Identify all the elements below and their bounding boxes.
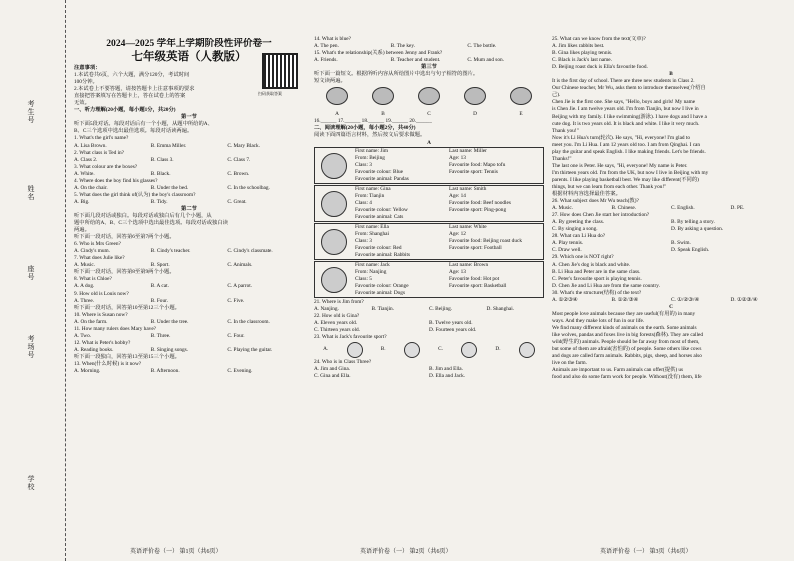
student-avatar xyxy=(321,229,347,255)
question: 2. What class is Ted in? A. Class 2. B. Class 3. C. Class 7. xyxy=(74,149,251,163)
instruction: 听下面5段对话。每段对话后有一个小题，从题中所给的A、 xyxy=(74,121,213,128)
passage-line: Chen Jie is the first one. She says, "Hello, boys and girls! My name xyxy=(552,99,696,106)
animal-image xyxy=(464,87,486,105)
option: C. Black is Jack's last name. xyxy=(552,57,612,64)
question: 21. Where is Jim from? A. Nanjing. B. Tianjin. C. Beijing. D. Shanghai. xyxy=(314,298,515,312)
page-footer: 英语评价卷（一） 第2页（共6页） xyxy=(360,549,452,555)
instruction: 听下面一段独白，回答第13至第15三个小题。 xyxy=(74,353,180,360)
animal-image xyxy=(418,87,440,105)
passage-label: C xyxy=(669,303,673,310)
passage-line: parents. I like playing basketball best. We may like different(不同的) xyxy=(552,176,699,183)
question: 1. What's the girl's name? A. Lisa Brown. B. Emma Miller. C. Mary Black. xyxy=(74,135,261,149)
question: 30. What's the structure(结构) of the text? A. ①②③④ B. ①②/③④ C. ①/②③/④ D. ①②③/④ xyxy=(552,289,758,303)
passage-line: 己). xyxy=(552,92,561,99)
question: 4. Where does the boy find his glasses? A. On the chair. B. Under the bed. C. In the schoolbag. xyxy=(74,177,270,191)
animal-image xyxy=(326,87,348,105)
passage-line: play the guitar and speak English. I like making friends. Let's be friends. xyxy=(552,148,706,155)
question: 10. Where is Susan now? A. On the farm. B. Under the tree. C. In the classroom. xyxy=(74,311,270,325)
passage-line: It is the first day of school. There are three new students in Class 2. xyxy=(552,78,695,85)
passage-line: 根据材料内容选择最佳答案。 xyxy=(552,191,621,198)
animal-image xyxy=(510,87,532,105)
student-avatar xyxy=(321,267,347,293)
question: 26. What subject does Mr Wu teach(教)? A. Music. B. Chinese. C. English. D. PE. xyxy=(552,198,745,212)
question: 13. When(什么时候) is it now? A. Morning. B. Afternoon. C. Evening. xyxy=(74,360,253,375)
passage-line: wild(野生的) animals. People should be far away from most of them, xyxy=(552,339,700,346)
note-line: 2.本试卷上不要答题，请按答题卡上注意事项的要求 xyxy=(74,86,195,93)
passage-line: food and also do some farm work for people. Without(没有) them, life xyxy=(552,374,702,381)
passage-line: Most people love animals because they are useful(有用的) in many xyxy=(552,310,696,317)
question: 15. What's the relationship(关系) between Jenny and Frank? A. Friends. B. Teacher and student. C. Mum and son. xyxy=(314,50,504,64)
question: 27. How does Chen Jie start her introduction? A. By greeting the class. B. By telling a story. C. By singing a song. D. By asking a question. xyxy=(552,212,724,233)
passage-line: Our Chinese teacher, Mr Wu, asks them to introduce themselves(介绍自 xyxy=(552,85,706,92)
passage-line: Thanks!" xyxy=(552,155,572,162)
passage-line: I'm thirteen years old. I'm from the UK, but now I live in Beijing with my xyxy=(552,169,709,176)
page-footer: 英语评价卷（一） 第1页（共6页） xyxy=(130,549,222,555)
option: B. Li Hua and Peter are in the same class. xyxy=(552,268,641,275)
question: 9. How old is Louis now? A. Three. B. Four. C. Five. xyxy=(74,290,245,304)
option: D. Chen Jie and Li Hua are from the same country. xyxy=(552,282,660,289)
gutter-label: 考场号 xyxy=(27,335,35,359)
section-heading: 第二节 xyxy=(181,205,197,212)
instruction: 听下面一段对话，回答第6至第7两个小题。 xyxy=(74,234,175,241)
passage-line: Beijing with my family. I like swimming(游泳). I have dogs and I have a xyxy=(552,113,707,120)
instruction: 听下面一段对话，回答第10至第12三个小题。 xyxy=(74,304,180,311)
section-heading: 第三节 xyxy=(421,64,437,71)
question: 23. What is Jack's favourite sport? xyxy=(314,333,387,340)
passage-line: live on the farm. xyxy=(552,360,588,367)
passage-line: We find many different kinds of animals on the earth. Some animals xyxy=(552,324,697,331)
question: 5. What does the girl think of(认为) the boy's classroom? A. Big. B. Tidy. C. Great. xyxy=(74,191,247,205)
tennis-icon xyxy=(519,342,535,358)
answer-blanks: 16.______ 17.______ 18.______ 19.______ 20.______ xyxy=(314,118,432,125)
instruction: 听下面几段对话或独白。每段对话或独白后有几个小题，从 xyxy=(74,212,212,219)
page-3-column xyxy=(552,36,790,381)
exam-title: 2024—2025 学年上学期阶段性评价卷一 xyxy=(106,38,272,49)
passage-line: things, but we can learn from each other. Thank you!" xyxy=(552,183,667,190)
passage-label: A xyxy=(427,139,431,146)
passage-line: meet you. I'm Li Hua. I am 12 years old too. I am from Qinghai. I can xyxy=(552,141,701,148)
picture-labels: A B C D E xyxy=(335,111,523,118)
passage-line: Animals are important to us. Farm animals can offer(提供) us xyxy=(552,367,684,374)
note-line: 1.本试卷共6页，六个大题，满分120分，考试时间 xyxy=(74,72,190,79)
passage-line: Thank you!" xyxy=(552,127,579,134)
question: 8. What is Chloe? A. A dog. B. A cat. C. A parrot. xyxy=(74,276,253,290)
gutter-label: 姓名 xyxy=(27,185,35,201)
student-avatar xyxy=(321,153,347,179)
instruction: 听下面一篇短文。根据所听内容从所给图片中选出与句子相符的图片。 xyxy=(314,71,479,78)
note-line: 直接把答案填写在答题卡上，答在试卷上的答案 xyxy=(74,93,186,100)
student-card: First name: Ella Last name: White From: Shanghai Age: 12 Class: 3 Favourite food: Beijing roast duck Favourite colour: Red Favourite sport: Football Favourite animal: Rabbits xyxy=(314,223,544,260)
question: 29. Which one is NOT right? xyxy=(552,254,614,261)
sport-pictures: A. B. C. D. xyxy=(314,341,544,359)
gutter-label: 座号 xyxy=(27,265,35,281)
passage-line: is Chen Jie. I am twelve years old. I'm from Tianjin, but now I live in xyxy=(552,106,699,113)
page-2-column xyxy=(314,36,544,380)
animal-image xyxy=(372,87,394,105)
question: 3. What colour are the boxes? A. White. B. Black. C. Brown. xyxy=(74,163,250,177)
option: C. Peter's favourite sport is playing tennis. xyxy=(552,275,642,282)
question: 22. How old is Gina? A. Eleven years old. B. Twelve years old. C. Thirteen years old. D. Fourteen years old. xyxy=(314,312,477,333)
student-card: First name: Jack Last name: Brown From: Nanjing Age: 13 Class: 5 Favourite food: Hot pot Favourite colour: Orange Favourite sport: Basketball Favourite animal: Dogs xyxy=(314,261,544,298)
passage-line: cute dog. It is two years old. It is black and white. I like it very much. xyxy=(552,120,700,127)
student-avatar xyxy=(321,191,347,217)
question: 7. What does Julie like? A. Music. B. Sport. C. Animals. xyxy=(74,255,253,269)
instruction: 短文读两遍。 xyxy=(314,78,346,85)
student-card: First name: Jim Last name: Miller From: Beijing Age: 13 Class: 3 Favourite food: Mapo tofu Favourite colour: Blue Favourite sport: Tennis Favourite animal: Pandas xyxy=(314,147,544,184)
instruction: 两遍。 xyxy=(74,227,90,234)
instruction: 听下面一段对话，回答第8至第9两个小题。 xyxy=(74,269,175,276)
part-heading: 一、听力理解(20小题，每小题1分，共20分) xyxy=(74,107,176,114)
question: 24. Who is in Class Three? A. Jim and Gina. B. Jim and Ella. C. Gina and Ella. D. Ella and Jack. xyxy=(314,358,466,379)
gutter-label: 考生号 xyxy=(27,100,35,124)
question: 12. What is Peter's hobby? A. Reading books. B. Singing songs. C. Playing the guitar. xyxy=(74,339,273,353)
note-line: 100分钟。 xyxy=(74,79,98,86)
instruction: 题中所给的A、B、C三个选项中选出最佳选项。每段对话或独白读 xyxy=(74,220,228,227)
animal-pictures xyxy=(314,87,544,109)
instruction: B、C三个选项中选出最佳选项。每段对话读两遍。 xyxy=(74,128,193,135)
qr-caption: 扫码获取答案 xyxy=(258,91,282,96)
passage-line: ways. And they make lots of fun in our life. xyxy=(552,317,645,324)
football-icon xyxy=(404,342,420,358)
option: D. Beijing roast duck is Ella's favourite food. xyxy=(552,64,648,71)
question: 28. What can Li Hua do? A. Play tennis. B. Swim. C. Draw well. D. Speak English. xyxy=(552,233,710,254)
binding-gutter xyxy=(0,0,66,561)
option: B. Gina likes playing tennis. xyxy=(552,50,613,57)
page-footer: 英语评价卷（一） 第3页（共6页） xyxy=(600,549,692,555)
question: 6. Who is Mrs Green? A. Cindy's mum. B. Cindy's teacher. C. Cindy's classmate. xyxy=(74,241,273,255)
student-card: First name: Gina Last name: Smith From: Tianjin Age: 14 Class: 4 Favourite food: Beef noodles Favourite colour: Yellow Favourite sport: Ping-pong Favourite animal: Cats xyxy=(314,185,544,222)
question: 11. How many rulers does Mary have? A. Two. B. Three. C. Four. xyxy=(74,325,245,339)
exam-subtitle: 七年级英语（人教版） xyxy=(131,51,247,63)
passage-line: The last one is Peter. He says, "Hi, everyone! My name is Peter. xyxy=(552,162,688,169)
passage-label: B xyxy=(669,71,673,78)
option: A. Jim likes rabbits best. xyxy=(552,43,605,50)
question: 14. What is blue? A. The pen. B. The key. C. The bottle. xyxy=(314,36,497,50)
passage-line: Now it's Li Hua's turn(轮次). He says, "Hi, everyone! I'm glad to xyxy=(552,134,691,141)
qr-code xyxy=(262,53,298,89)
part-heading: 二、阅读理解(20小题，每小题2分，共40分) xyxy=(314,125,416,132)
passage-line: but some of them are afraid(害怕的) of people. Some others like cows xyxy=(552,346,702,353)
section-heading: 第一节 xyxy=(181,114,197,121)
pingpong-icon xyxy=(461,342,477,358)
question: 25. What can we know from the text(文章)? xyxy=(552,36,646,42)
gutter-label: 学校 xyxy=(27,475,35,491)
passage-line: and dogs are called farm animals. Rabbits, pigs, sheep, and horses also xyxy=(552,353,702,360)
option: A. Chen Jie's dog is black and white. xyxy=(552,261,631,268)
note-line: 无效。 xyxy=(74,100,90,107)
instruction: 阅读下面四篇语言材料，然后按文后要求做题。 xyxy=(314,132,426,139)
passage-line: like wolves, pandas and foxes live in big forests(森林). They are called xyxy=(552,331,703,338)
notes-heading: 注意事项： xyxy=(74,65,101,71)
ball-icon xyxy=(347,342,363,358)
